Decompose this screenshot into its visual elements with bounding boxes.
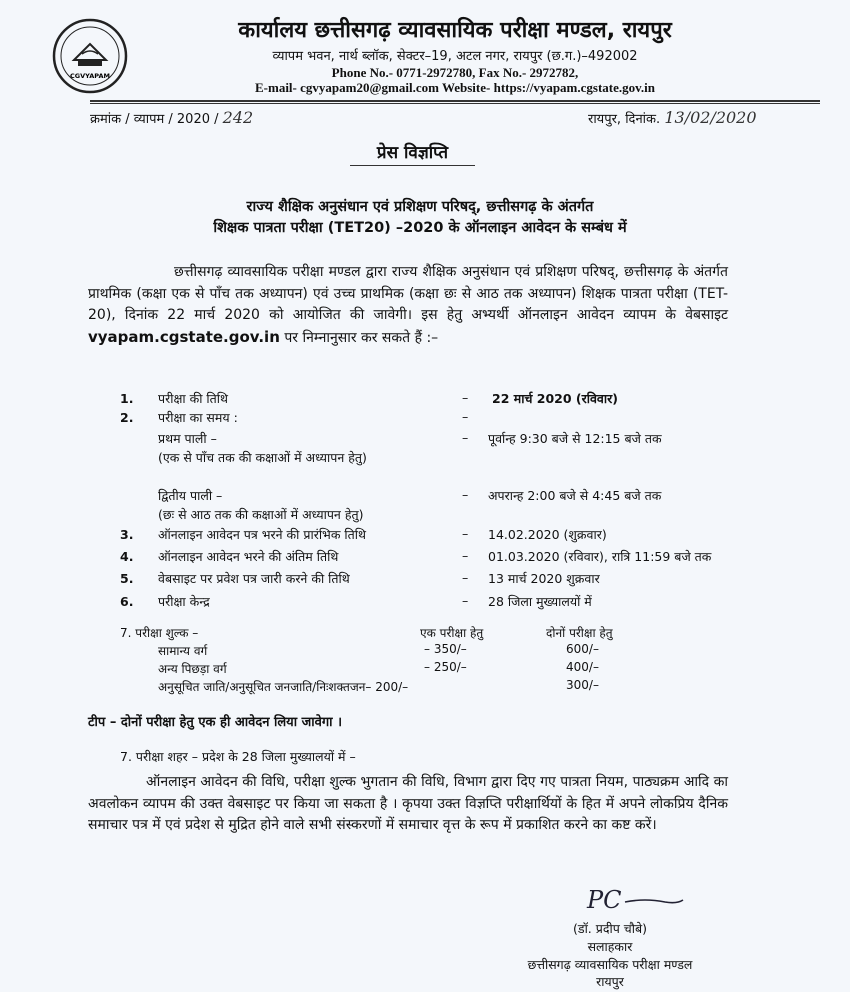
exam-cities: 7. परीक्षा शहर – प्रदेश के 28 जिला मुख्यालयों में –	[120, 749, 356, 764]
first-shift-note: (एक से पाँच तक की कक्षाओं में अध्यापन हेतु)	[158, 450, 367, 465]
item-dash: –	[462, 430, 469, 445]
intro-paragraph	[88, 262, 728, 349]
item-number: 5.	[120, 571, 134, 586]
item-dash: –	[462, 593, 469, 608]
fee-sc-st-both: 300/–	[566, 678, 599, 692]
first-shift-label: प्रथम पाली –	[158, 431, 217, 446]
second-shift-note: (छः से आठ तक की कक्षाओं में अध्यापन हेतु)	[158, 507, 364, 522]
date-handwritten-value: 13/02/2020	[664, 108, 757, 127]
item-number: 1.	[120, 391, 134, 406]
fee-category-obc: अन्य पिछड़ा वर्ग	[158, 662, 227, 676]
signatory-designation: सलाहकार	[587, 939, 633, 954]
issue-date: रायपुर, दिनांक. 13/02/2020	[588, 108, 757, 127]
fee-obc-both: 400/–	[566, 660, 599, 674]
exam-date-value: 22 मार्च 2020 (रविवार)	[492, 391, 618, 406]
item-dash: –	[462, 409, 469, 424]
item-dash: –	[462, 526, 469, 541]
header-rule-thin	[90, 103, 820, 104]
website-link[interactable]: vyapam.cgstate.gov.in	[88, 327, 280, 346]
exam-centre-label: परीक्षा केन्द्र	[158, 594, 210, 609]
org-phone-fax: Phone No.- 0771-2972780, Fax No.- 2972782,	[331, 65, 579, 80]
page-title: प्रेस विज्ञप्ति	[376, 143, 449, 163]
logo-text: CGVYAPAM	[70, 72, 110, 80]
date-label: रायपुर, दिनांक	[588, 112, 657, 127]
fee-category-sc-st-divyang: अनुसूचित जाति/अनुसूचित जनजाति/निःशक्तजन– 200/–	[158, 680, 409, 694]
subject-line-2: शिक्षक पात्रता परीक्षा (TET20) –2020 के ऑनलाइन आवेदन के सम्बंध में	[213, 220, 627, 236]
fee-obc-one: – 250/–	[424, 660, 467, 674]
admit-card-date-value: 13 मार्च 2020 शुक्रवार	[488, 571, 600, 586]
title-underline	[350, 165, 475, 166]
intro-text: छत्तीसगढ़ व्यावसायिक परीक्षा मण्डल द्वारा राज्य शैक्षिक अनुसंधान एवं प्रशिक्षण परिषद्, छत्तीसगढ़ के अंतर्गत प्राथमिक (कक्षा एक से पाँच तक अध्यापन) एवं उच्च प्राथमिक (कक्षा छः से आठ तक अध्यापन) शिक्षक पात्रता परीक्षा (TET-20), दिनांक 22 मार्च 2020 को आयोजित की जावेगी। इस हेतु अभ्यर्थी ऑनलाइन आवेदन व्यापम के वेबसाइट	[88, 264, 728, 323]
reference-number	[90, 108, 253, 127]
signature-mark	[585, 880, 685, 920]
item-number: 3.	[120, 527, 134, 542]
subject-line-1: राज्य शैक्षिक अनुसंधान एवं प्रशिक्षण परिषद्, छत्तीसगढ़ के अंतर्गत	[246, 199, 594, 215]
item-dash: –	[462, 390, 469, 405]
start-date-label: ऑनलाइन आवेदन पत्र भरने की प्रारंभिक तिथि	[158, 527, 367, 542]
exam-time-label: परीक्षा का समय :	[158, 410, 238, 425]
closing-paragraph: ऑनलाइन आवेदन की विधि, परीक्षा शुल्क भुगतान की विधि, विभाग द्वारा दिए गए पात्रता नियम, पाठ्यक्रम आदि का अवलोकन व्यापम की उक्त वेबसाइट पर किया जा सकता है । कृपया उक्त विज्ञप्ति परीक्षार्थियों के हित में अपने लोकप्रिय दैनिक समाचार पत्र में एवं प्रदेश से मुद्रित होने वाले सभी संस्करणों में समाचार वृत्त के रूप में प्रकाशित करने का कष्ट करें।	[88, 774, 728, 833]
signatory-organization: छत्तीसगढ़ व्यावसायिक परीक्षा मण्डल	[527, 957, 693, 972]
note-single-application: टीप – दोनों परीक्षा हेतु एक ही आवेदन लिया जावेगा ।	[88, 715, 342, 730]
item-dash: –	[462, 570, 469, 585]
first-shift-time: पूर्वान्ह 9:30 बजे से 12:15 बजे तक	[488, 431, 662, 446]
fee-general-both: 600/–	[566, 642, 599, 656]
fee-category-general: सामान्य वर्ग	[158, 644, 208, 658]
fee-general-one: – 350/–	[424, 642, 467, 656]
last-date-label: ऑनलाइन आवेदन भरने की अंतिम तिथि	[158, 549, 339, 564]
exam-centre-value: 28 जिला मुख्यालयों में	[488, 594, 592, 609]
item-number: 2.	[120, 410, 134, 425]
reference-label: क्रमांक / व्यापम / 2020 /	[90, 112, 219, 127]
item-number: 6.	[120, 594, 134, 609]
signatory-city: रायपुर	[596, 974, 624, 989]
second-shift-time: अपरान्ह 2:00 बजे से 4:45 बजे तक	[488, 488, 662, 503]
fee-col-one-exam: एक परीक्षा हेतु	[420, 626, 484, 640]
item-dash: –	[462, 487, 469, 502]
intro-text-end: पर निम्नानुसार कर सकते हैं :–	[284, 329, 439, 346]
item-dash: –	[462, 548, 469, 563]
last-date-value: 01.03.2020 (रविवार), रात्रि 11:59 बजे तक	[488, 549, 712, 564]
header-rule	[90, 100, 820, 102]
admit-card-date-label: वेबसाइट पर प्रवेश पत्र जारी करने की तिथि	[158, 571, 350, 586]
org-title: कार्यालय छत्तीसगढ़ व्यावसायिक परीक्षा मण्डल, रायपुर	[238, 18, 672, 43]
fee-label: 7. परीक्षा शुल्क –	[120, 626, 199, 640]
signatory-name: (डॉ. प्रदीप चौबे)	[573, 921, 647, 936]
signature-initials: PC	[587, 886, 622, 914]
item-number: 4.	[120, 549, 134, 564]
vyapam-logo	[52, 18, 128, 94]
org-email-web: E-mail- cgvyapam20@gmail.com Website- https://vyapam.cgstate.gov.in	[254, 80, 656, 95]
start-date-value: 14.02.2020 (शुक्रवार)	[488, 527, 607, 542]
org-address: व्यापम भवन, नार्थ ब्लॉक, सेक्टर–19, अटल नगर, रायपुर (छ.ग.)–492002	[272, 49, 638, 64]
fee-col-both-exams: दोनों परीक्षा हेतु	[546, 626, 613, 640]
exam-date-label: परीक्षा की तिथि	[158, 391, 229, 406]
second-shift-label: द्वितीय पाली –	[158, 488, 223, 503]
reference-handwritten-number: 242	[222, 108, 254, 127]
